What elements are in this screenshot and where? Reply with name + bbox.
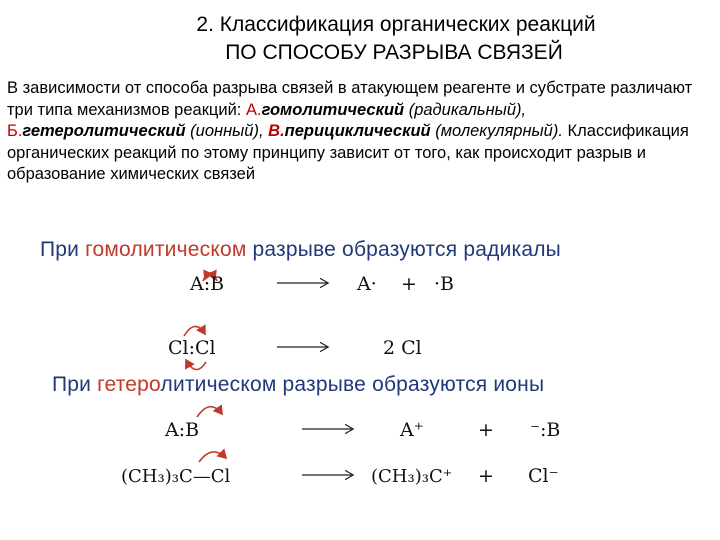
homolytic-eq1 [189,273,454,295]
heterolytic-heading-highlight: гетеро [97,373,161,396]
intro-letter-a: А. [245,100,262,119]
homolytic-eq1-reactant: A:B [190,273,225,295]
curved-arrow-icon [184,326,205,336]
homolytic-eq2 [168,326,422,369]
homolytic-eq1-plus: + [401,273,417,295]
heterolytic-heading-pre: При [52,373,98,396]
heterolytic-eq1 [164,407,560,441]
heterolytic-eq2-plus: + [478,465,494,487]
heterolytic-eq1-product-b: ⁻:B [530,419,561,441]
homolytic-eq2-product: 2 Cl [383,337,422,359]
intro-term-homolytic: гомолитический [261,100,405,119]
heterolytic-eq2 [121,452,559,487]
homolytic-heading-post: разрыве образуются радикалы [246,238,561,261]
homolytic-heading-highlight: гомолитическом [85,238,247,261]
curved-arrow-icon [197,407,222,417]
heterolytic-eq2-product-b: Cl⁻ [528,465,559,487]
curved-arrow-icon [199,452,226,462]
intro-text-end: Классификация органических реакций по этому принципу зависит от того, как происходит разрыв и образование химических связей [7,122,689,183]
heterolytic-eq2-reactant: (CH₃)₃C—Cl [121,466,231,487]
heterolytic-eq1-plus: + [478,419,494,441]
curved-arrow-icon [186,360,206,370]
heterolytic-eq1-product-a: A⁺ [400,419,424,441]
intro-paren-radical: (радикальный), [404,100,527,119]
heterolytic-heading-post: литическом разрыве образуются ионы [160,373,545,396]
homolytic-heading-pre: При [40,238,86,261]
homolytic-eq2-reactant: Cl:Cl [168,337,216,359]
homolytic-eq1-product-b: ·B [434,273,455,295]
intro-letter-b: Б. [7,122,23,140]
intro-letter-v: В. [268,122,285,140]
intro-paren-ionic: (ионный), [185,122,269,140]
heterolytic-eq1-reactant: A:B [165,419,200,441]
heterolytic-eq2-product-a: (CH₃)₃C⁺ [371,466,453,487]
homolytic-eq1-product-a: A· [357,273,377,295]
intro-term-heterolytic: гетеролитический [22,122,186,140]
intro-text-start: В зависимости от способа разрыва связей в атакующем реагенте и субстрате различают три типа механизмов реакций: [7,79,693,119]
slide-title-line-2: ПО СПОСОБУ РАЗРЫВА СВЯЗЕЙ [225,41,563,64]
intro-paren-molecular: (молекулярный). [430,122,563,140]
slide-title-line-1: 2. Классификация органических реакций [196,13,596,36]
intro-term-pericyclic: перициклический [284,122,431,140]
